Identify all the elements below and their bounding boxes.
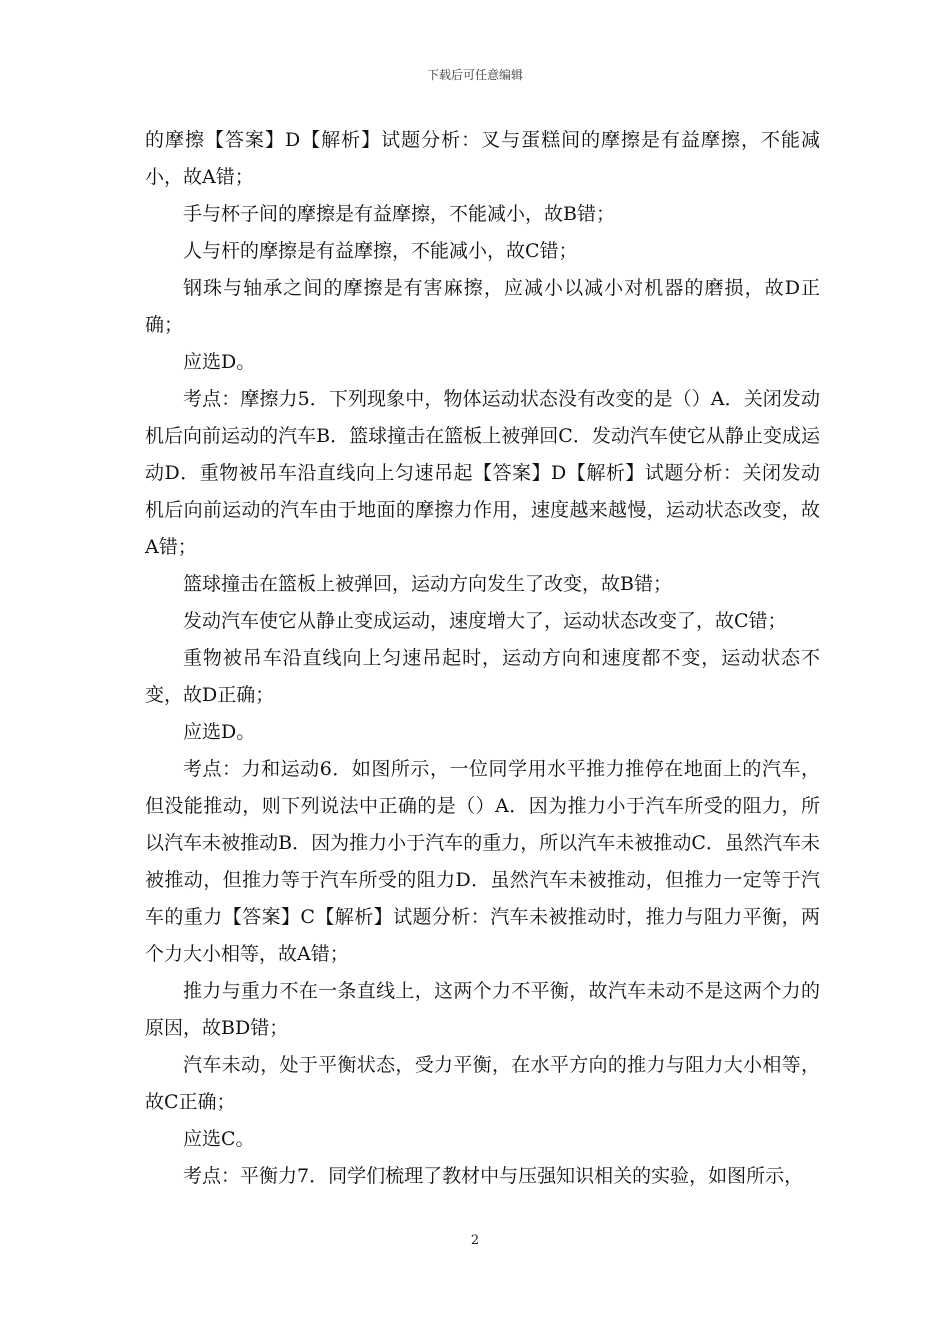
paragraph: 应选C。 (183, 1128, 255, 1150)
page-number: 2 (470, 1233, 480, 1248)
paragraph: 应选D。 (183, 351, 256, 373)
paragraph: 篮球撞击在篮板上被弹回，运动方向发生了改变，故B错； (183, 573, 672, 595)
paragraph: 重物被吊车沿直线向上匀速吊起时，运动方向和速度都不变，运动状态不变，故D正确； (145, 647, 820, 706)
paragraph: 考点：摩擦力5．下列现象中，物体运动状态没有改变的是（）A．关闭发动机后向前运动的汽车B．篮球撞击在篮板上被弹回C．发动汽车使它从静止变成运动D．重物被吊车沿直线向上匀速吊起【答案】D【解析】试题分析：关闭发动机后向前运动的汽车由于地面的摩擦力作用，速度越来越慢，运动状态改变，故A错； (145, 388, 820, 558)
paragraph: 的摩擦【答案】D【解析】试题分析：叉与蛋糕间的摩擦是有益摩擦，不能减小，故A错； (145, 129, 820, 188)
paragraph: 考点：平衡力7．同学们梳理了教材中与压强知识相关的实验，如图所示， (183, 1165, 804, 1187)
paragraph: 手与杯子间的摩擦是有益摩擦，不能减小，故B错； (183, 203, 615, 225)
paragraph: 考点：力和运动6．如图所示，一位同学用水平推力推停在地面上的汽车，但没能推动，则下列说法中正确的是（）A．因为推力小于汽车所受的阻力，所以汽车未被推动B．因为推力小于汽车的重力，所以汽车未被推动C．虽然汽车未被推动，但推力等于汽车所受的阻力D．虽然汽车未被推动，但推力一定等于汽车的重力【答案】C【解析】试题分析：汽车未被推动时，推力与阻力平衡，两个力大小相等，故A错； (145, 758, 820, 965)
paragraph: 应选D。 (183, 721, 256, 743)
paragraph: 发动汽车使它从静止变成运动，速度增大了，运动状态改变了，故C错； (183, 610, 787, 632)
document-body (145, 122, 820, 1195)
paragraph: 汽车未动，处于平衡状态，受力平衡，在水平方向的推力与阻力大小相等，故C正确； (145, 1054, 820, 1113)
page-header: 下载后可任意编辑 (426, 68, 523, 82)
paragraph: 推力与重力不在一条直线上，这两个力不平衡，故汽车未动不是这两个力的原因，故BD错； (145, 980, 820, 1039)
paragraph: 钢珠与轴承之间的摩擦是有害麻擦，应减小以减小对机器的磨损，故D正确； (145, 277, 820, 336)
paragraph: 人与杆的摩擦是有益摩擦，不能减小，故C错； (183, 240, 578, 262)
